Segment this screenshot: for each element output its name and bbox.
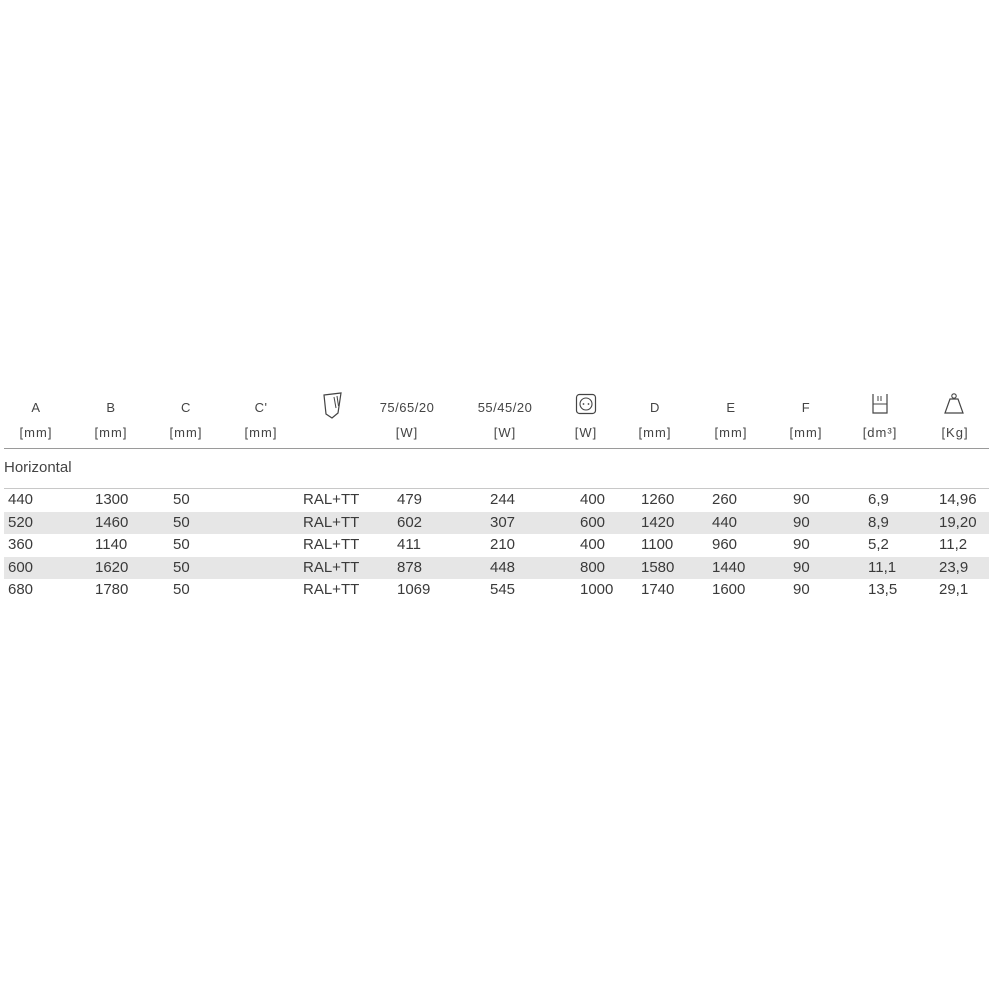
table-cell-e: 1440 bbox=[712, 558, 746, 576]
table-cell-p55: 307 bbox=[490, 513, 516, 531]
unit-c-prime: [mm] bbox=[244, 425, 278, 440]
table-cell-wt: 29,1 bbox=[939, 581, 969, 598]
table-cell-p75: 479 bbox=[397, 491, 423, 508]
table-cell-a: 360 bbox=[8, 536, 34, 553]
table-cell-e: 1600 bbox=[712, 581, 746, 598]
table-cell-p55: 210 bbox=[490, 536, 516, 553]
table-cell-wt: 14,96 bbox=[939, 491, 977, 508]
header-e: E bbox=[726, 400, 736, 415]
header-a: A bbox=[31, 400, 41, 415]
table-cell-elec: 400 bbox=[580, 491, 606, 508]
table-cell-finish: RAL+TT bbox=[303, 558, 360, 576]
header-b: B bbox=[106, 400, 116, 415]
table-cell-b: 1140 bbox=[95, 536, 128, 553]
unit-electric: [W] bbox=[574, 425, 598, 440]
table-row bbox=[0, 579, 993, 601]
unit-volume: [dm³] bbox=[862, 425, 898, 440]
table-cell-c: 50 bbox=[173, 491, 190, 508]
table-cell-vol: 8,9 bbox=[868, 513, 889, 531]
unit-output-75: [W] bbox=[395, 425, 419, 440]
table-cell-elec: 800 bbox=[580, 558, 606, 576]
table-cell-a: 440 bbox=[8, 491, 34, 508]
unit-e: [mm] bbox=[714, 425, 748, 440]
weight-icon bbox=[943, 392, 965, 421]
table-cell-finish: RAL+TT bbox=[303, 491, 360, 508]
table-row bbox=[4, 512, 989, 534]
header-c: C bbox=[181, 400, 191, 415]
header-c-prime: C' bbox=[254, 400, 268, 415]
header-output-55-45-20: 55/45/20 bbox=[477, 400, 533, 415]
table-cell-f: 90 bbox=[793, 581, 810, 598]
unit-a: [mm] bbox=[19, 425, 53, 440]
table-cell-d: 1580 bbox=[641, 558, 675, 576]
table-cell-elec: 600 bbox=[580, 513, 606, 531]
radiator-finish-icon bbox=[322, 392, 344, 425]
table-cell-c: 50 bbox=[173, 513, 190, 531]
unit-f: [mm] bbox=[789, 425, 823, 440]
table-cell-b: 1620 bbox=[95, 558, 129, 576]
section-label: Horizontal bbox=[4, 459, 72, 476]
unit-weight: [Kg] bbox=[941, 425, 969, 440]
table-cell-wt: 19,20 bbox=[939, 513, 977, 531]
table-cell-d: 1740 bbox=[641, 581, 675, 598]
table-row bbox=[0, 489, 993, 511]
table-cell-a: 680 bbox=[8, 581, 34, 598]
volume-container-icon bbox=[870, 392, 890, 421]
table-cell-vol: 6,9 bbox=[868, 491, 889, 508]
header-d: D bbox=[650, 400, 660, 415]
table-cell-vol: 5,2 bbox=[868, 536, 889, 553]
table-row bbox=[4, 557, 989, 579]
table-cell-b: 1300 bbox=[95, 491, 129, 508]
table-cell-p55: 545 bbox=[490, 581, 516, 598]
table-cell-d: 1420 bbox=[641, 513, 675, 531]
table-cell-f: 90 bbox=[793, 558, 810, 576]
table-cell-e: 260 bbox=[712, 491, 738, 508]
table-cell-b: 1780 bbox=[95, 581, 129, 598]
table-row bbox=[0, 534, 993, 556]
table-cell-p75: 602 bbox=[397, 513, 423, 531]
table-cell-e: 960 bbox=[712, 536, 738, 553]
table-cell-d: 1100 bbox=[641, 536, 674, 553]
table-cell-finish: RAL+TT bbox=[303, 581, 360, 598]
unit-output-55: [W] bbox=[493, 425, 517, 440]
table-cell-p75: 878 bbox=[397, 558, 423, 576]
unit-d: [mm] bbox=[638, 425, 672, 440]
table-cell-p55: 448 bbox=[490, 558, 516, 576]
table-cell-c: 50 bbox=[173, 581, 190, 598]
table-cell-finish: RAL+TT bbox=[303, 513, 360, 531]
header-output-75-65-20: 75/65/20 bbox=[379, 400, 435, 415]
unit-b: [mm] bbox=[94, 425, 128, 440]
table-cell-elec: 400 bbox=[580, 536, 606, 553]
table-cell-f: 90 bbox=[793, 536, 810, 553]
table-cell-b: 1460 bbox=[95, 513, 129, 531]
table-cell-vol: 11,1 bbox=[868, 558, 897, 576]
table-cell-vol: 13,5 bbox=[868, 581, 898, 598]
table-cell-p75: 1069 bbox=[397, 581, 431, 598]
table-cell-finish: RAL+TT bbox=[303, 536, 360, 553]
table-cell-c: 50 bbox=[173, 558, 190, 576]
table-cell-e: 440 bbox=[712, 513, 738, 531]
table-cell-c: 50 bbox=[173, 536, 190, 553]
table-cell-wt: 11,2 bbox=[939, 536, 968, 553]
header-rule bbox=[4, 448, 989, 449]
unit-c: [mm] bbox=[169, 425, 203, 440]
table-cell-d: 1260 bbox=[641, 491, 675, 508]
table-cell-p55: 244 bbox=[490, 491, 516, 508]
table-cell-wt: 23,9 bbox=[939, 558, 969, 576]
table-cell-p75: 411 bbox=[397, 536, 421, 553]
table-cell-f: 90 bbox=[793, 491, 810, 508]
socket-icon bbox=[575, 393, 597, 420]
table-cell-f: 90 bbox=[793, 513, 810, 531]
table-cell-a: 600 bbox=[8, 558, 34, 576]
table-cell-a: 520 bbox=[8, 513, 34, 531]
table-cell-elec: 1000 bbox=[580, 581, 614, 598]
header-f: F bbox=[801, 400, 811, 415]
